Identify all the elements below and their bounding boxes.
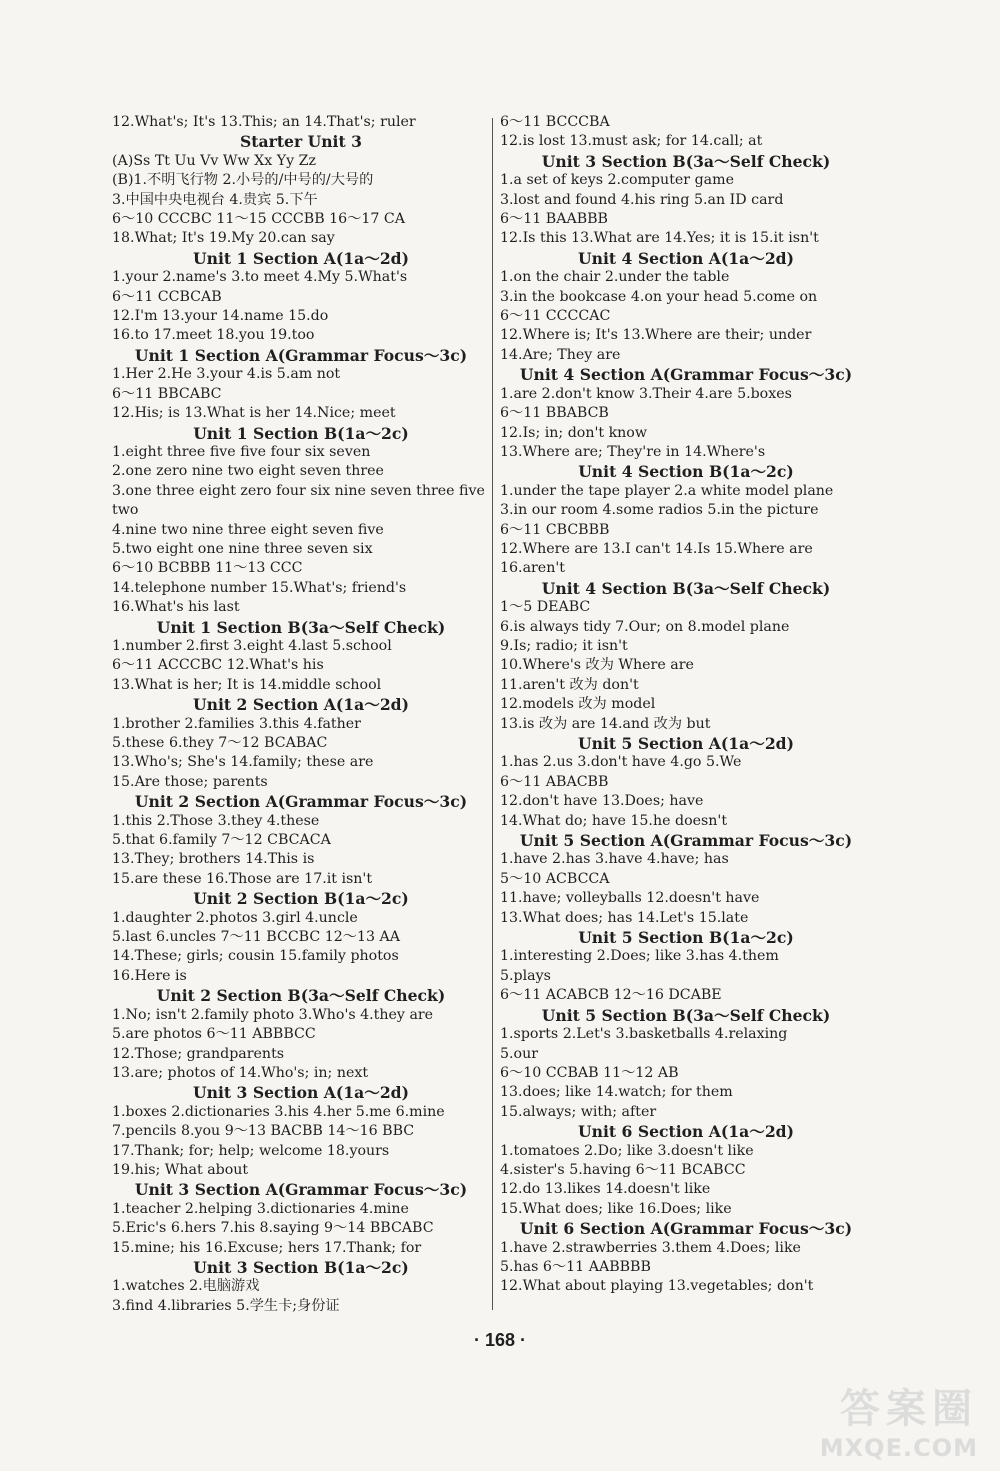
answer-line: 12.I'm 13.your 14.name 15.do <box>112 308 329 325</box>
column-divider <box>492 118 493 1310</box>
answer-line: 6～11 ABACBB <box>500 773 609 790</box>
answer-line: 3.中国中央电视台 4.贵宾 5.下午 <box>112 191 318 208</box>
answer-line: 15.What does; like 16.Does; like <box>500 1200 732 1217</box>
answer-line: 13.They; brothers 14.This is <box>112 851 315 868</box>
answer-line: 13.are; photos of 14.Who's; in; next <box>112 1064 369 1081</box>
answer-line: 15.always; with; after <box>500 1103 657 1120</box>
answer-line: 6～10 CCBAB 11～12 AB <box>500 1064 679 1081</box>
answer-line: 1.eight three five five four six seven <box>112 443 371 460</box>
answer-line: 15.Are those; parents <box>112 773 268 790</box>
answer-line: 12.do 13.likes 14.doesn't like <box>500 1181 711 1198</box>
answer-line: 1.have 2.strawberries 3.them 4.Does; like <box>500 1239 801 1256</box>
answer-line: 6～11 BBCABC <box>112 385 222 402</box>
answer-line: 4.nine two nine three eight seven five <box>112 521 384 538</box>
answer-line: 6.is always tidy 7.Our; on 8.model plane <box>500 618 790 635</box>
answer-line: 15.mine; his 16.Excuse; hers 17.Thank; for <box>112 1239 422 1256</box>
answer-line: (B)1.不明飞行物 2.小号的/中号的/大号的 <box>112 172 374 189</box>
section-heading: Unit 4 Section B(3a～Self Check) <box>541 578 831 598</box>
answer-line: 12.Is; in; don't know <box>500 424 647 441</box>
answer-line: 16.What's his last <box>112 599 240 616</box>
section-heading: Unit 5 Section A(Grammar Focus～3c) <box>519 831 853 851</box>
answer-line: 1.Her 2.He 3.your 4.is 5.am not <box>112 366 341 383</box>
answer-line: (A)Ss Tt Uu Vv Ww Xx Yy Zz <box>112 152 316 169</box>
left-answer-column <box>112 113 490 1316</box>
answer-line: 11.aren't 改为 don't <box>500 676 639 693</box>
watermark-logo <box>788 1377 978 1462</box>
answer-line: 1.number 2.first 3.eight 4.last 5.school <box>112 637 392 654</box>
section-heading: Unit 2 Section B(1a～2c) <box>193 889 409 909</box>
section-heading: Unit 6 Section A(Grammar Focus～3c) <box>519 1219 853 1239</box>
answer-line: 1～5 DEABC <box>500 599 591 616</box>
answer-line: 6～11 CBCBBB <box>500 521 610 538</box>
answer-line: 1.on the chair 2.under the table <box>500 269 730 286</box>
answer-line: 1.tomatoes 2.Do; like 3.doesn't like <box>500 1142 754 1159</box>
answer-line: 5.plays <box>500 967 551 984</box>
answer-line: 4.sister's 5.having 6～11 BCABCC <box>500 1161 746 1178</box>
answer-line: 15.are these 16.Those are 17.it isn't <box>112 870 373 887</box>
answer-line: 7.pencils 8.you 9～13 BACBB 14～16 BBC <box>112 1123 415 1140</box>
answer-line: 12.Is this 13.What are 14.Yes; it is 15.it isn't <box>500 230 819 247</box>
section-heading: Unit 3 Section A(Grammar Focus～3c) <box>134 1180 468 1200</box>
answer-line: 5.two eight one nine three seven six <box>112 540 373 557</box>
answer-line: 14.telephone number 15.What's; friend's <box>112 579 407 596</box>
answer-line: 1.has 2.us 3.don't have 4.go 5.We <box>500 754 742 771</box>
section-heading: Unit 2 Section A(1a～2d) <box>193 695 409 715</box>
answer-line: 6～10 BCBBB 11～13 CCC <box>112 560 303 577</box>
answer-line: 12.What about playing 13.vegetables; don't <box>500 1278 814 1295</box>
section-heading: Unit 2 Section B(3a～Self Check) <box>156 986 446 1006</box>
answer-line: 5.has 6～11 AABBBB <box>500 1258 651 1275</box>
section-heading: Unit 1 Section A(1a～2d) <box>193 248 409 268</box>
answer-line: 1.brother 2.families 3.this 4.father <box>112 715 361 732</box>
section-heading: Unit 1 Section B(3a～Self Check) <box>156 617 446 637</box>
answer-line: 5～10 ACBCCA <box>500 870 610 887</box>
answer-line: 5.Eric's 6.hers 7.his 8.saying 9～14 BBCABC <box>112 1220 434 1237</box>
section-heading: Unit 3 Section A(1a～2d) <box>193 1083 409 1103</box>
answer-line: 13.Who's; She's 14.family; these are <box>112 754 374 771</box>
section-heading: Unit 3 Section B(3a～Self Check) <box>541 151 831 171</box>
answer-line: 1.watches 2.电脑游戏 <box>112 1278 260 1295</box>
section-heading: Unit 2 Section A(Grammar Focus～3c) <box>134 792 468 812</box>
answer-line: 12.Where is; It's 13.Where are their; under <box>500 327 812 344</box>
answer-line: 1.interesting 2.Does; like 3.has 4.them <box>500 948 779 965</box>
section-heading: Unit 5 Section A(1a～2d) <box>578 734 794 753</box>
answer-line: 16.Here is <box>112 967 187 984</box>
answer-line: 12.Where are 13.I can't 14.Is 15.Where are <box>500 540 813 557</box>
answer-line: 12.is lost 13.must ask; for 14.call; at <box>500 133 763 150</box>
section-heading: Unit 6 Section A(1a～2d) <box>578 1122 794 1142</box>
answer-line: 13.What is her; It is 14.middle school <box>112 676 382 693</box>
answer-line: 6～11 ACABCB 12～16 DCABE <box>500 987 722 1004</box>
section-heading: Unit 3 Section B(1a～2c) <box>193 1257 409 1277</box>
answer-line: 6～11 CCCCAC <box>500 308 611 325</box>
answer-line: 9.Is; radio; it isn't <box>500 637 628 654</box>
answer-line: 12.What's; It's 13.This; an 14.That's; ruler <box>112 114 416 130</box>
section-heading: Unit 1 Section B(1a～2c) <box>193 423 409 443</box>
answer-line: 3.find 4.libraries 5.学生卡;身份证 <box>112 1297 340 1314</box>
answer-line: 12.models 改为 model <box>500 696 656 713</box>
answer-line: 6～11 BCCCBA <box>500 114 610 130</box>
answer-line: 1.a set of keys 2.computer game <box>500 172 734 189</box>
answer-line: 1.are 2.don't know 3.Their 4.are 5.boxes <box>500 385 792 402</box>
answer-line: 1.have 2.has 3.have 4.have; has <box>500 851 729 868</box>
section-heading: Unit 5 Section B(3a～Self Check) <box>541 1005 831 1025</box>
answer-line: 11.have; volleyballs 12.doesn't have <box>500 890 760 907</box>
answer-line: 3.one three eight zero four six nine seven three five <box>112 482 485 499</box>
answer-line: 6～11 CCBCAB <box>112 288 222 305</box>
answer-line: 1.your 2.name's 3.to meet 4.My 5.What's <box>112 269 408 286</box>
answer-line: 16.aren't <box>500 560 565 577</box>
page-number: · 168 · <box>473 1330 527 1350</box>
page-number-value: 168 <box>484 1330 516 1350</box>
answer-line: 3.in the bookcase 4.on your head 5.come on <box>500 288 818 305</box>
answer-line: 1.daughter 2.photos 3.girl 4.uncle <box>112 909 358 926</box>
answer-line: 5.these 6.they 7～12 BCABAC <box>112 735 328 751</box>
answer-line: 17.Thank; for; help; welcome 18.yours <box>112 1142 390 1159</box>
section-heading: Unit 4 Section A(Grammar Focus～3c) <box>519 365 853 385</box>
answer-line: 10.Where's 改为 Where are <box>500 657 694 674</box>
answer-line: 12.Those; grandparents <box>112 1045 285 1062</box>
answer-line: 6～11 BBABCB <box>500 405 609 422</box>
answer-line: two <box>112 502 139 519</box>
answer-line: 18.What; It's 19.My 20.can say <box>112 230 335 247</box>
answer-line: 3.in our room 4.some radios 5.in the picture <box>500 502 819 519</box>
section-heading: Unit 4 Section B(1a～2c) <box>578 462 794 482</box>
answer-line: 19.his; What about <box>112 1161 249 1178</box>
answer-line: 3.lost and found 4.his ring 5.an ID card <box>500 191 784 208</box>
answer-line: 1.this 2.Those 3.they 4.these <box>112 812 320 829</box>
answer-line: 1.teacher 2.helping 3.dictionaries 4.mine <box>112 1200 409 1217</box>
right-answer-column <box>500 113 872 1297</box>
answer-line: 1.under the tape player 2.a white model plane <box>500 482 834 499</box>
watermark-bottom-text: MXQE.COM <box>819 1434 978 1462</box>
section-heading: Unit 1 Section A(Grammar Focus～3c) <box>134 345 468 365</box>
section-heading: Unit 4 Section A(1a～2d) <box>578 248 794 268</box>
answer-line: 5.are photos 6～11 ABBBCC <box>112 1026 316 1043</box>
answer-line: 1.No; isn't 2.family photo 3.Who's 4.they are <box>112 1006 434 1023</box>
answer-line: 5.last 6.uncles 7～11 BCCBC 12～13 AA <box>112 929 401 946</box>
answer-line: 5.that 6.family 7～12 CBCACA <box>112 832 331 849</box>
answer-line: 13.does; like 14.watch; for them <box>500 1084 733 1101</box>
section-heading: Unit 5 Section B(1a～2c) <box>578 928 794 948</box>
answer-line: 13.Where are; They're in 14.Where's <box>500 443 766 460</box>
watermark-top-text: 答案圈 <box>840 1386 978 1432</box>
answer-line: 14.These; girls; cousin 15.family photos <box>112 948 399 965</box>
answer-line: 13.What does; has 14.Let's 15.late <box>500 909 749 926</box>
answer-line: 6～11 BAABBB <box>500 211 608 228</box>
answer-line: 6～10 CCCBC 11～15 CCCBB 16～17 CA <box>112 211 406 228</box>
answer-line: 1.sports 2.Let's 3.basketballs 4.relaxing <box>500 1026 788 1043</box>
answer-line: 16.to 17.meet 18.you 19.too <box>112 327 315 344</box>
answer-line: 14.Are; They are <box>500 346 621 363</box>
answer-line: 14.What do; have 15.he doesn't <box>500 812 728 829</box>
answer-line: 12.don't have 13.Does; have <box>500 793 704 810</box>
answer-line: 2.one zero nine two eight seven three <box>112 463 384 480</box>
section-heading: Starter Unit 3 <box>240 132 362 152</box>
answer-line: 5.our <box>500 1045 538 1062</box>
answer-line: 1.boxes 2.dictionaries 3.his 4.her 5.me 6.mine <box>112 1103 445 1120</box>
answer-line: 13.is 改为 are 14.and 改为 but <box>500 715 711 732</box>
answer-line: 6～11 ACCCBC 12.What's his <box>112 657 324 674</box>
answer-line: 12.His; is 13.What is her 14.Nice; meet <box>112 405 396 422</box>
